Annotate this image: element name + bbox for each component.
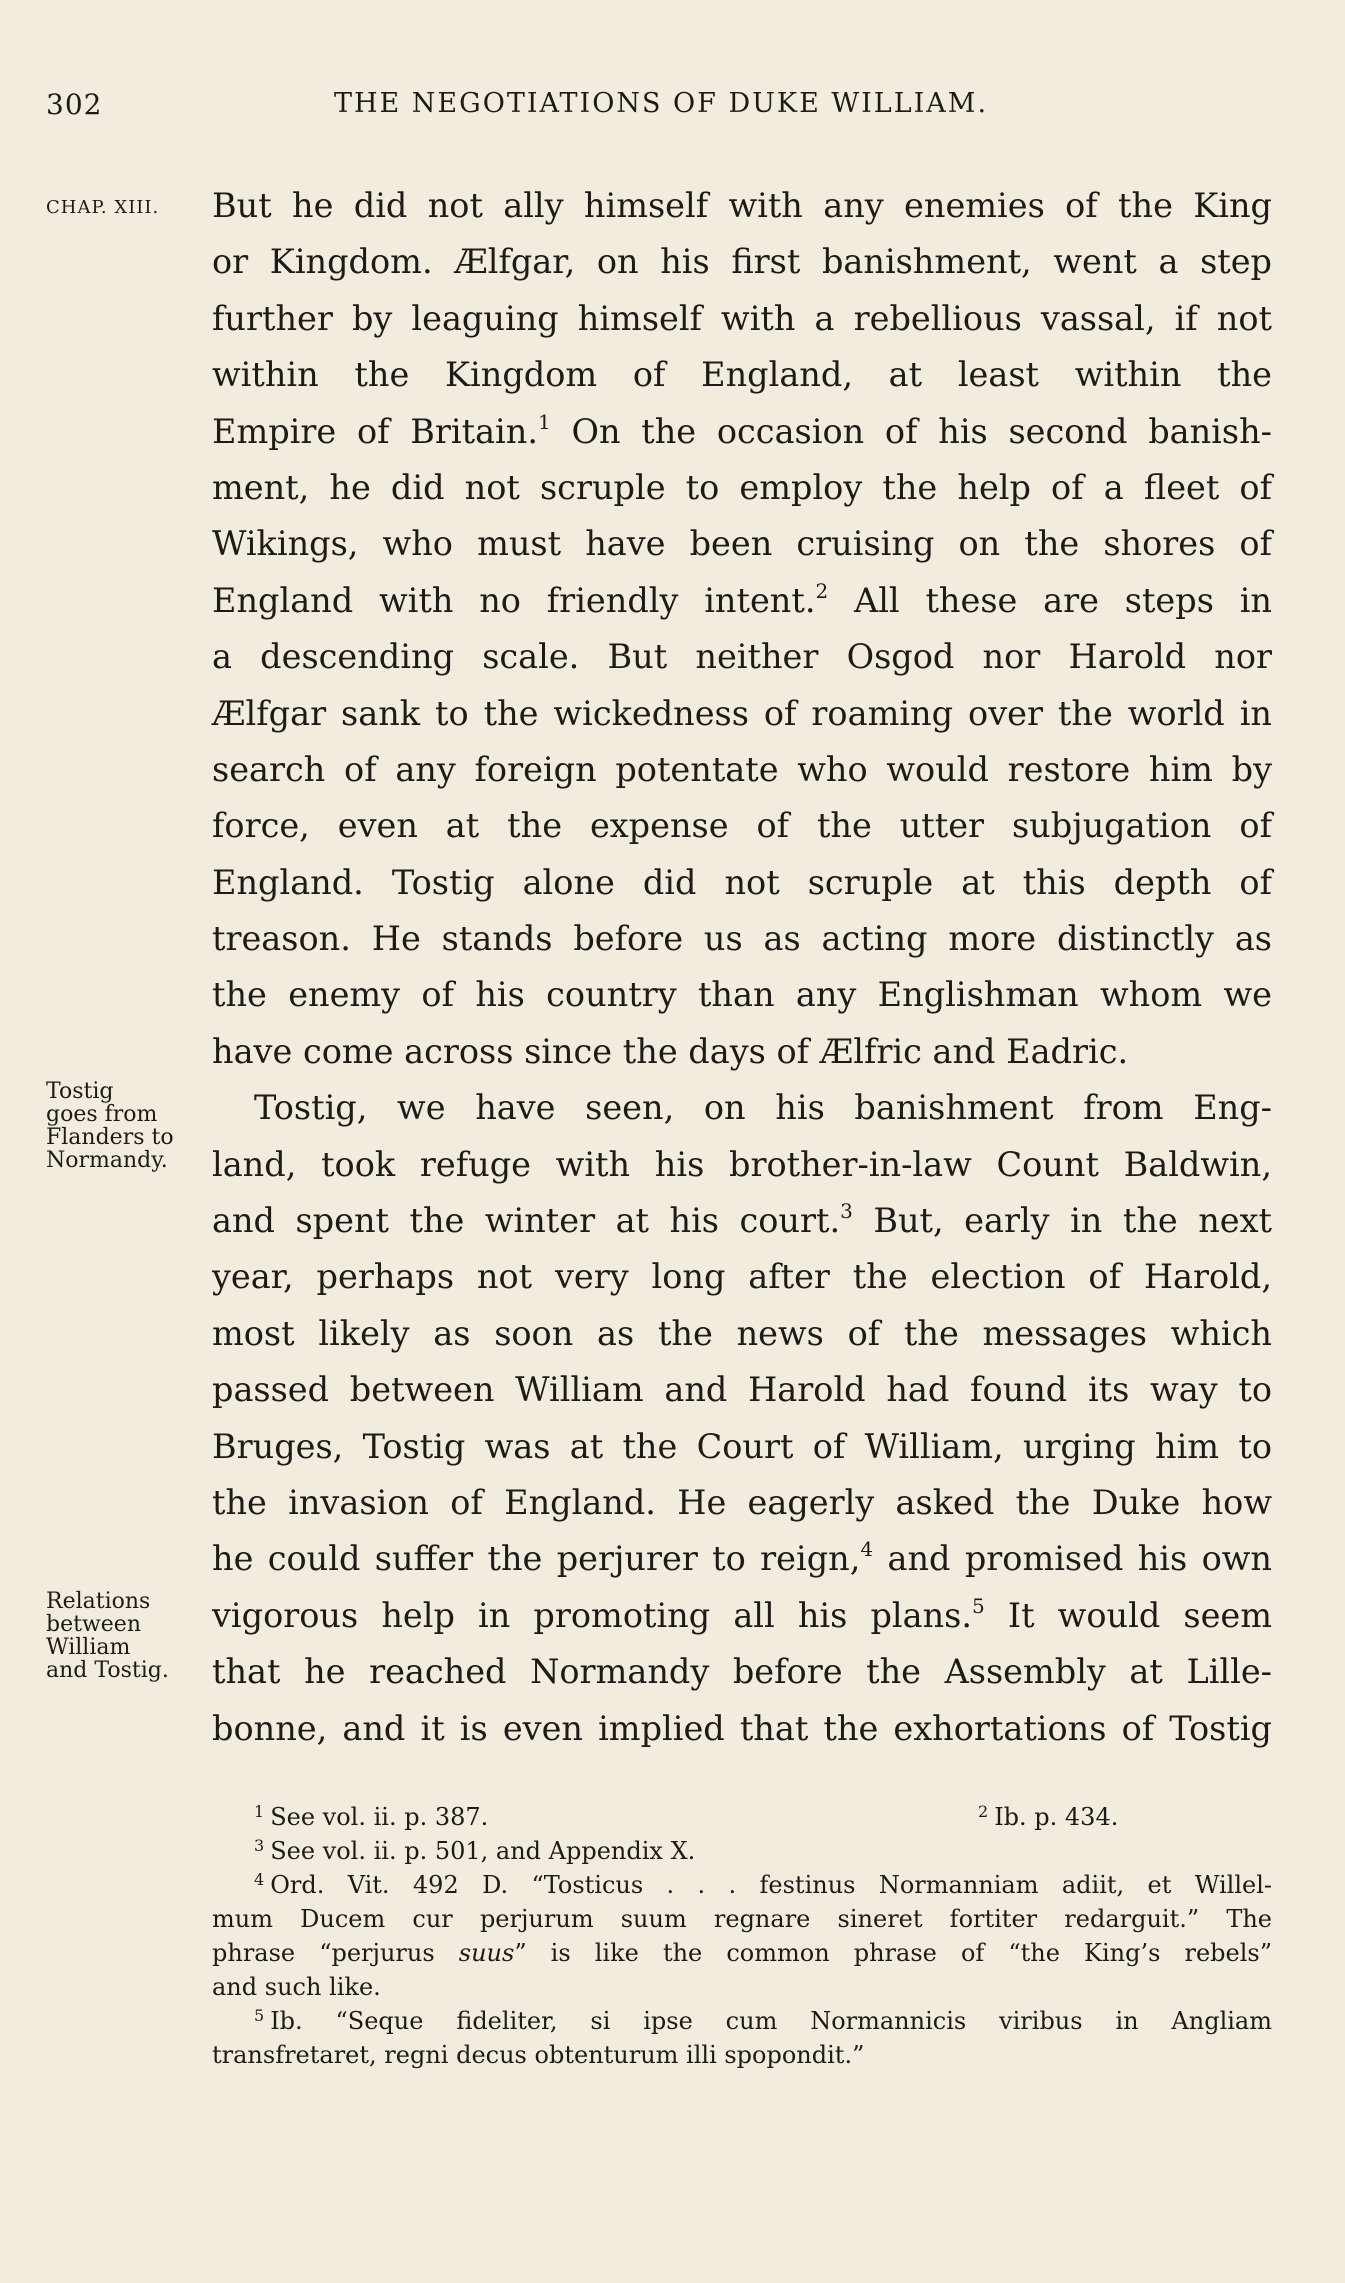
body-line: But he did not ally himself with any enemies of the King bbox=[212, 186, 1272, 225]
body-segment: and spent the winter at his court. bbox=[212, 1201, 841, 1241]
sidenote-line: Tostig bbox=[46, 1079, 114, 1104]
body-line: Tostig, we have seen, on his banishment from Eng- bbox=[254, 1088, 1272, 1128]
body-line bbox=[212, 1588, 1272, 1644]
footnote-4 bbox=[212, 1868, 1272, 2004]
footnote-line: and such like. bbox=[212, 1973, 381, 2001]
footnote-line: transfretaret, regni decus obtenturum illi spopondit.” bbox=[212, 2041, 865, 2069]
body-segment: he could suffer the perjurer to reign, bbox=[212, 1539, 861, 1579]
sidenote-line: Flanders to bbox=[46, 1125, 174, 1150]
body-line: year, perhaps not very long after the election of Harold, bbox=[212, 1257, 1272, 1297]
footnote-segment: ” is like the common phrase of “the King’s rebels” bbox=[514, 1939, 1272, 1967]
footnote-line bbox=[212, 1936, 1272, 1970]
footnote-marker: 1 bbox=[254, 1802, 265, 1821]
footnote-ref: 1 bbox=[538, 409, 551, 434]
sidenote-line: Relations bbox=[46, 1589, 151, 1614]
body-line: Wikings, who must have been cruising on the shores of bbox=[212, 524, 1272, 564]
body-line: search of any foreign potentate who would restore him by bbox=[212, 749, 1272, 789]
body-line: ment, he did not scruple to employ the help of a fleet of bbox=[212, 467, 1272, 507]
footnote-marker: 5 bbox=[254, 2006, 265, 2025]
body-segment: On the occasion of his second banish- bbox=[550, 411, 1272, 451]
body-line: land, took refuge with his brother-in-law Count Baldwin, bbox=[212, 1144, 1272, 1184]
footnote-marker: 2 bbox=[978, 1802, 989, 1821]
sidenote-line: Normandy. bbox=[46, 1148, 168, 1173]
body-line: Ælfgar sank to the wickedness of roaming over the world in bbox=[212, 693, 1272, 733]
body-line: England. Tostig alone did not scruple at this depth of bbox=[212, 862, 1272, 902]
body-line bbox=[212, 1531, 1272, 1587]
footnote-text: Ib. “Seque fideliter, si ipse cum Normannicis viribus in Angliam bbox=[270, 2007, 1272, 2035]
body-line: Bruges, Tostig was at the Court of William, urging him to bbox=[212, 1426, 1272, 1466]
footnote-marker: 4 bbox=[254, 1870, 265, 1889]
footnote-emphasis: suus bbox=[458, 1939, 515, 1967]
body-line: the enemy of his country than any Englishman whom we bbox=[212, 975, 1272, 1015]
footnote-segment: phrase “perjurus bbox=[212, 1939, 459, 1967]
footnote-1 bbox=[254, 1800, 978, 1834]
running-title: THE NEGOTIATIONS OF DUKE WILLIAM. bbox=[333, 88, 989, 119]
sidenote-line: between bbox=[46, 1612, 141, 1637]
footnote-ref: 5 bbox=[972, 1593, 985, 1618]
body-line: the invasion of England. He eagerly asked the Duke how bbox=[212, 1482, 1272, 1522]
body-line bbox=[212, 404, 1272, 460]
sidenote-relations bbox=[46, 1590, 216, 1682]
footnote-5 bbox=[212, 2004, 1272, 2072]
body-segment: England with no friendly intent. bbox=[212, 580, 816, 620]
sidenote-line: and Tostig. bbox=[46, 1658, 169, 1683]
body-segment: All these are steps in bbox=[828, 580, 1272, 620]
body-line bbox=[212, 573, 1272, 629]
footnote-ref: 3 bbox=[840, 1199, 853, 1224]
page-header bbox=[46, 88, 1276, 128]
footnote-line bbox=[212, 1868, 1272, 1902]
footnote-marker: 3 bbox=[254, 1836, 265, 1855]
footnote-text: Ord. Vit. 492 D. “Tosticus . . . festinus Normanniam adiit, et Willel- bbox=[270, 1871, 1272, 1899]
footnote-3 bbox=[212, 1834, 1272, 1868]
body-line: that he reached Normandy before the Assembly at Lille- bbox=[212, 1652, 1272, 1692]
footnote-2 bbox=[978, 1800, 1118, 1834]
body-line: further by leaguing himself with a rebellious vassal, if not bbox=[212, 298, 1272, 338]
body-line: most likely as soon as the news of the messages which bbox=[212, 1313, 1272, 1353]
body-line: have come across since the days of Ælfric and Eadric. bbox=[212, 1031, 1129, 1071]
sidenote-tostig-goes bbox=[46, 1080, 216, 1172]
body-line: force, even at the expense of the utter subjugation of bbox=[212, 806, 1272, 846]
footnote-text: See vol. ii. p. 387. bbox=[270, 1803, 489, 1831]
footnote-text: See vol. ii. p. 501, and Appendix X. bbox=[270, 1837, 696, 1865]
body-text bbox=[212, 178, 1272, 1757]
sidenote-line: William bbox=[46, 1635, 131, 1660]
chapter-sidenote: CHAP. XIII. bbox=[46, 197, 160, 218]
body-line: or Kingdom. Ælfgar, on his first banishment, went a step bbox=[212, 242, 1272, 282]
footnote-line bbox=[212, 2004, 1272, 2038]
body-line: treason. He stands before us as acting more distinctly as bbox=[212, 919, 1272, 959]
body-segment: Empire of Britain. bbox=[212, 411, 538, 451]
body-line: passed between William and Harold had found its way to bbox=[212, 1370, 1272, 1410]
body-line: bonne, and it is even implied that the exhortations of Tostig bbox=[212, 1708, 1272, 1748]
body-segment: vigorous help in promoting all his plans. bbox=[212, 1595, 972, 1635]
body-line bbox=[212, 1193, 1272, 1249]
page-number: 302 bbox=[46, 88, 103, 121]
footnote-ref: 4 bbox=[860, 1537, 874, 1562]
footnote-text: Ib. p. 434. bbox=[994, 1803, 1119, 1831]
footnote-line: mum Ducem cur perjurum suum regnare sineret fortiter redarguit.” The bbox=[212, 1905, 1272, 1933]
footnotes bbox=[212, 1800, 1272, 2072]
body-line: within the Kingdom of England, at least within the bbox=[212, 355, 1272, 395]
sidenote-line: goes from bbox=[46, 1102, 158, 1127]
footnote-row bbox=[212, 1800, 1272, 1834]
body-segment: But, early in the next bbox=[852, 1201, 1272, 1241]
body-segment: It would seem bbox=[984, 1595, 1272, 1635]
footnote-ref: 2 bbox=[815, 578, 829, 603]
body-line: a descending scale. But neither Osgod nor Harold nor bbox=[212, 637, 1272, 677]
body-segment: and promised his own bbox=[873, 1539, 1272, 1579]
